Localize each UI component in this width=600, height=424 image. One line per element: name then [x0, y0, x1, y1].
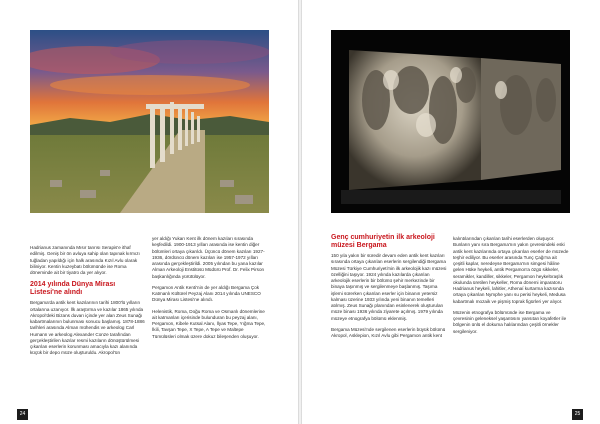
book-spine — [298, 0, 302, 424]
intro-paragraph: Hadrianus zamanında Mısır tanrısı Serapis'e ithaf edilmiş. Geniş bir ön avluya sahip olan tapınak kırmızı tuğladan yapıldığı için halk arasında Kızıl Avlu olarak biliniyor. Kentin kuzeybatı bölümünde ise Roma döneminde ait bir tiyatro da yer alıyor. — [30, 245, 140, 275]
page-number-right: 25 — [572, 409, 583, 420]
pergamon-ruins-sunset-photo — [30, 30, 269, 213]
left-text-column-2 — [152, 236, 268, 345]
museum-collection-paragraph: Bergama Müzesi'nde sergilenen eserlerin büyük bölümü Akropol, Asklepion, Kızıl Avlu gibi Pergamon antik kent — [331, 326, 446, 338]
museum-heading: Genç cumhuriyetin ilk arkeoloji müzesi Bergama — [331, 234, 435, 249]
zeus-altar-relief-sculptures-photo — [331, 30, 570, 213]
excavation-history-paragraph: Bergama'da antik kent kazılarının tarihi 1800'lü yılların ortalarına uzanıyor. İlk araştırma ve kazılar 1865 yılında Akropol'deki Bizans duvarı içinde yer alan Zeus Sunağı kabartmalarının bulunması sonucu başlamış. 1878-1886 tarihleri arasında Alman mühendis ve arkeolog Carl Humann ve arkeolog Alexander Conze tarafından gerçekleştirilen kazılar resmi kazıların dönüştürülmesi çıkarılan eserlerin korunması amacıyla kazı alanında küçük bir depo müze oluşturuldu. Akropol'ün — [30, 300, 145, 356]
landscape-components-paragraph: Helenistik, Roma, Doğu Roma ve Osmanlı dönemlerine ait katmanları içerisinde bulunduran bu peyzaj alanı, Pergamon, Kibele Kutsal Alanı, İlyas Tepe, Yığma Tepe, İkili, Tavşan Tepe, X Tepe, A Tepe ve Maltepe Tümülüsleri olmak üzere dokuz bileşenden oluşuyor. — [152, 308, 266, 339]
unesco-listing-paragraph: Pergamon Antik Kenti'nin de yer aldığı Bergama Çok Katmanlı Kültürel Peyzaj Alanı 2014 yılında UNESCO Dünya Mirası Listesi'ne alındı. — [152, 284, 261, 303]
right-page — [300, 0, 600, 424]
left-text-column-1 — [30, 245, 146, 362]
right-text-column-2 — [453, 236, 569, 340]
right-text-column-1 — [331, 231, 447, 344]
excavation-periods-paragraph: yer aldığı Yukarı Kent ilk dönem kazıları sırasında keşfedildi. 1900-1913 yılları arasında ise kentin diğer bölümleri ortaya çıkarıldı. Üçüncü dönem kazıları 1927-1936, dördüncü dönem kazıları ise 1957-1972 yılları arasında gerçekleştirildi. 2005 yılından bu yana kazılar Alman Arkeoloji Enstitüsü Müdürü Prof. Dr. Felix Pirson başkanlığında yürütülüyor. — [152, 236, 265, 279]
page-number-left: 24 — [17, 409, 28, 420]
ethnography-paragraph: Müzenin etnografya bölümünde ise Bergama ve çevresinin geleneksel yaşantısını yansıtan koyafetler ile bölgenin ünlü el dokuma halılarından çeşitli örnekler sergileniyor. — [453, 309, 567, 334]
exhibits-paragraph: kalıntılarından çıkarılan tarihi eserlerden oluşuyor. Bunların yanı sıra Bergama'nın yakın çevresindeki eski antik kent kazılarında ortaya çıkarılan eserler de müzede teşhir ediliyor. Bu eserler arasında Tunç Çağı'na ait çeşitli kaplar, neredeyse Bergama'nın simgesi hâline gelen Hüke heykeli, antik Pergamon'a özgü sikkeler, seramikler, kandiller, sikkeler, Pergamon heykeltıraşlık okulunda üretilen heykeller, Roma dönemi imparatoru Hadrianus heykeli, lahitler, Athenaí kurtarma kazısında ortaya çıkarılan Nymphe yanı su perisi heykeli, Medusa kabartmalı mozaik ve pişmiş toprak figürleri yer alıyor. — [453, 236, 569, 304]
museum-history-paragraph: 150 yıla yakın bir süredir devam eden antik kent kazıları sırasında ortaya çıkarılan eserlerin sergilendiği Bergama Müzesi Türkiye Cumhuriyeti'nin ilk arkeolojik kazı müzesi özelliğini taşıyor. 1924 yılında kazılarda çıkarılan arkeolojik eserlerin bir bölümü şehir merkezinde bir binaya taşınmış ve sergilenmeye başlanmış. Taşıma işlemi sürerken çıkarılan eserler için binanın yetersiz kalması üzerine 1933 yılında yeni binanın temelleri atılmış. Zeus Sunağı planından esinlenerek oluşturulan müze binası 1936 yılında ziyarete açılmış. 1979 yılında müzeye etnografya bölümü eklenmiş. — [331, 253, 447, 321]
world-heritage-heading: 2014 yılında Dünya Mirası Listesi'ne alındı — [30, 281, 116, 297]
